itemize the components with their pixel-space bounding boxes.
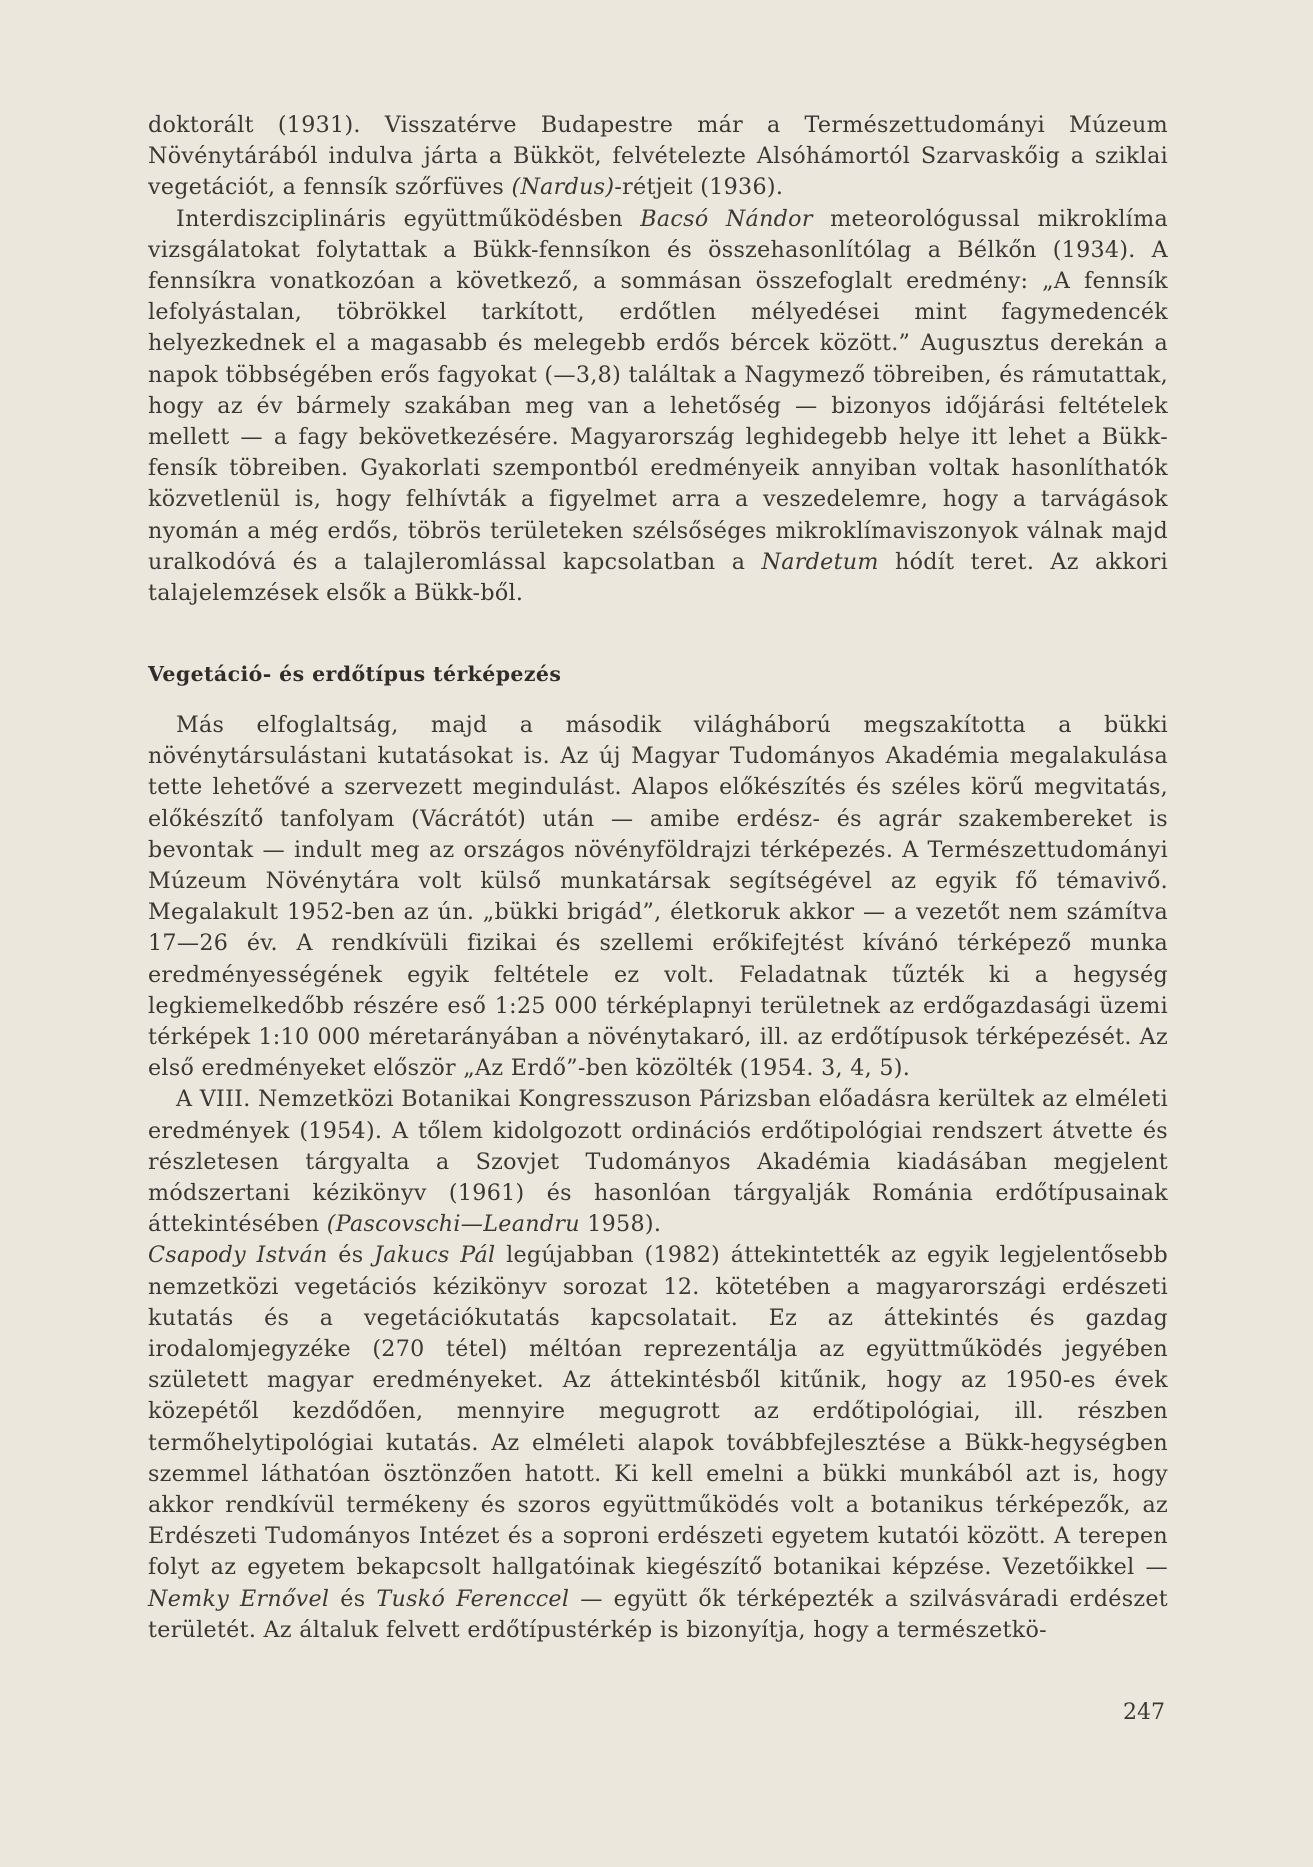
- paragraph-doktoralt: doktorált (1931). Visszatérve Budapestre már a Természettudományi Múzeum Növénytárából indulva járta a Bükköt, felvételezte Alsóhámortól Szarvaskőig a sziklai vegetációt, a fennsík szőrfüves (Nardus)-rétjeit (1936).: [148, 112, 1168, 201]
- page-number: 247: [1123, 1700, 1165, 1725]
- paragraph-csapody-jakucs: Csapody István és Jakucs Pál legújabban (1982) áttekintették az egyik legjelentősebb nemzetközi vegetációs kézikönyv sorozat 12. kötetében a magyarországi erdészeti kutatás és a vegetációkutatás kapcsolatait. Ez az áttekintés és gazdag irodalomjegyzéke (270 tétel) méltóan reprezentálja az együttműködés jegyében született magyar eredményeket. Az áttekintésből kitűnik, hogy az 1950-es évek közepétől kezdődően, mennyire megugrott az erdőtipológiai, ill. részben termőhelytipológiai kutatás. Az elméleti alapok továbbfejlesztése a Bükk-hegységben szemmel láthatóan ösztönzően hatott. Ki kell emelni a bükki munkából azt is, hogy akkor rendkívül termékeny és szoros együttműködés volt a botanikus térképezők, az Erdészeti Tudományos Intézet és a soproni erdészeti egyetem kutatói között. A terepen folyt az egyetem bekapcsolt hallgatóinak kiegészítő botanikai képzése. Vezetőikkel — Nemky Ernővel és Tuskó Ferenccel — együtt ők térképezték a szilvásváradi erdészet területét. Az általuk felvett erdőtípustérkép is bizonyítja, hogy a természetkö-: [148, 1242, 1169, 1643]
- text-block-bottom: [148, 710, 1168, 1646]
- text-block-top: [148, 110, 1168, 609]
- paragraph-interdiszciplinaris: Interdiszciplináris együttműködésben Bacsó Nándor meteorológussal mikroklíma vizsgálatokat folytattak a Bükk-fennsíkon és összehasonlítólag a Bélkőn (1934). A fennsíkra vonatkozóan a következő, a sommásan összefoglalt eredmény: „A fennsík lefolyástalan, töbrökkel tarkított, erdőtlen mélyedései mint fagymedencék helyezkednek el a magasabb és melegebb erdős bércek között.” Augusztus derekán a napok többségében erős fagyokat (—3,8) találtak a Nagymező töbreiben, és rámutattak, hogy az év bármely szakában meg van a lehetőség — bizonyos időjárási feltételek mellett — a fagy bekövetkezésére. Magyarország leghidegebb helye itt lehet a Bükk-fensík töbreiben. Gyakorlati szempontból eredményeik annyiban voltak hasonlíthatók közvetlenül is, hogy felhívták a figyelmet arra a veszedelemre, hogy a tarvágások nyomán a még erdős, töbrös területeken szélsőséges mikroklímaviszonyok válnak majd uralkodóvá és a talajleromlással kapcsolatban a Nardetum hódít teret. Az akkori talajelemzések elsők a Bükk-ből.: [148, 205, 1168, 607]
- section-heading: Vegetáció- és erdőtípus térképezés: [148, 662, 562, 686]
- paragraph-mas-elfoglaltsag: Más elfoglaltság, majd a második világháború megszakította a bükki növénytársulástani kutatásokat is. Az új Magyar Tudományos Akadémia megalakulása tette lehetővé a szervezett megindulást. Alapos előkészítés és széles körű megvitatás, előkészítő tanfolyam (Vácrátót) után — amibe erdész- és agrár szakembereket is bevontak — indult meg az országos növényföldrajzi térképezés. A Természettudományi Múzeum Növénytára volt külső munkatársak segítségével az egyik fő témavivő. Megalakult 1952-ben az ún. „bükki brigád”, életkoruk akkor — a vezetőt nem számítva 17—26 év. A rendkívüli fizikai és szellemi erőkifejtést kívánó térképező munka eredményességének egyik feltétele ez volt. Feladatnak tűzték ki a hegység legkiemelkedőbb részére eső 1:25 000 térképlapnyi területnek az erdőgazdasági üzemi térképek 1:10 000 méretarányában a növénytakaró, ill. az erdőtípusok térképezését. Az első eredményeket először „Az Erdő”-ben közölték (1954. 3, 4, 5).: [148, 712, 1168, 1082]
- paragraph-viii-kongresszus: A VIII. Nemzetközi Botanikai Kongresszuson Párizsban előadásra kerültek az elméleti eredmények (1954). A tőlem kidolgozott ordinációs erdőtipológiai rendszert átvette és részletesen tárgyalta a Szovjet Tudományos Akadémia kiadásában megjelent módszertani kézikönyv (1961) és hasonlóan tárgyalják Románia erdőtípusainak áttekintésében (Pascovschi—Leandru 1958).: [148, 1086, 1168, 1238]
